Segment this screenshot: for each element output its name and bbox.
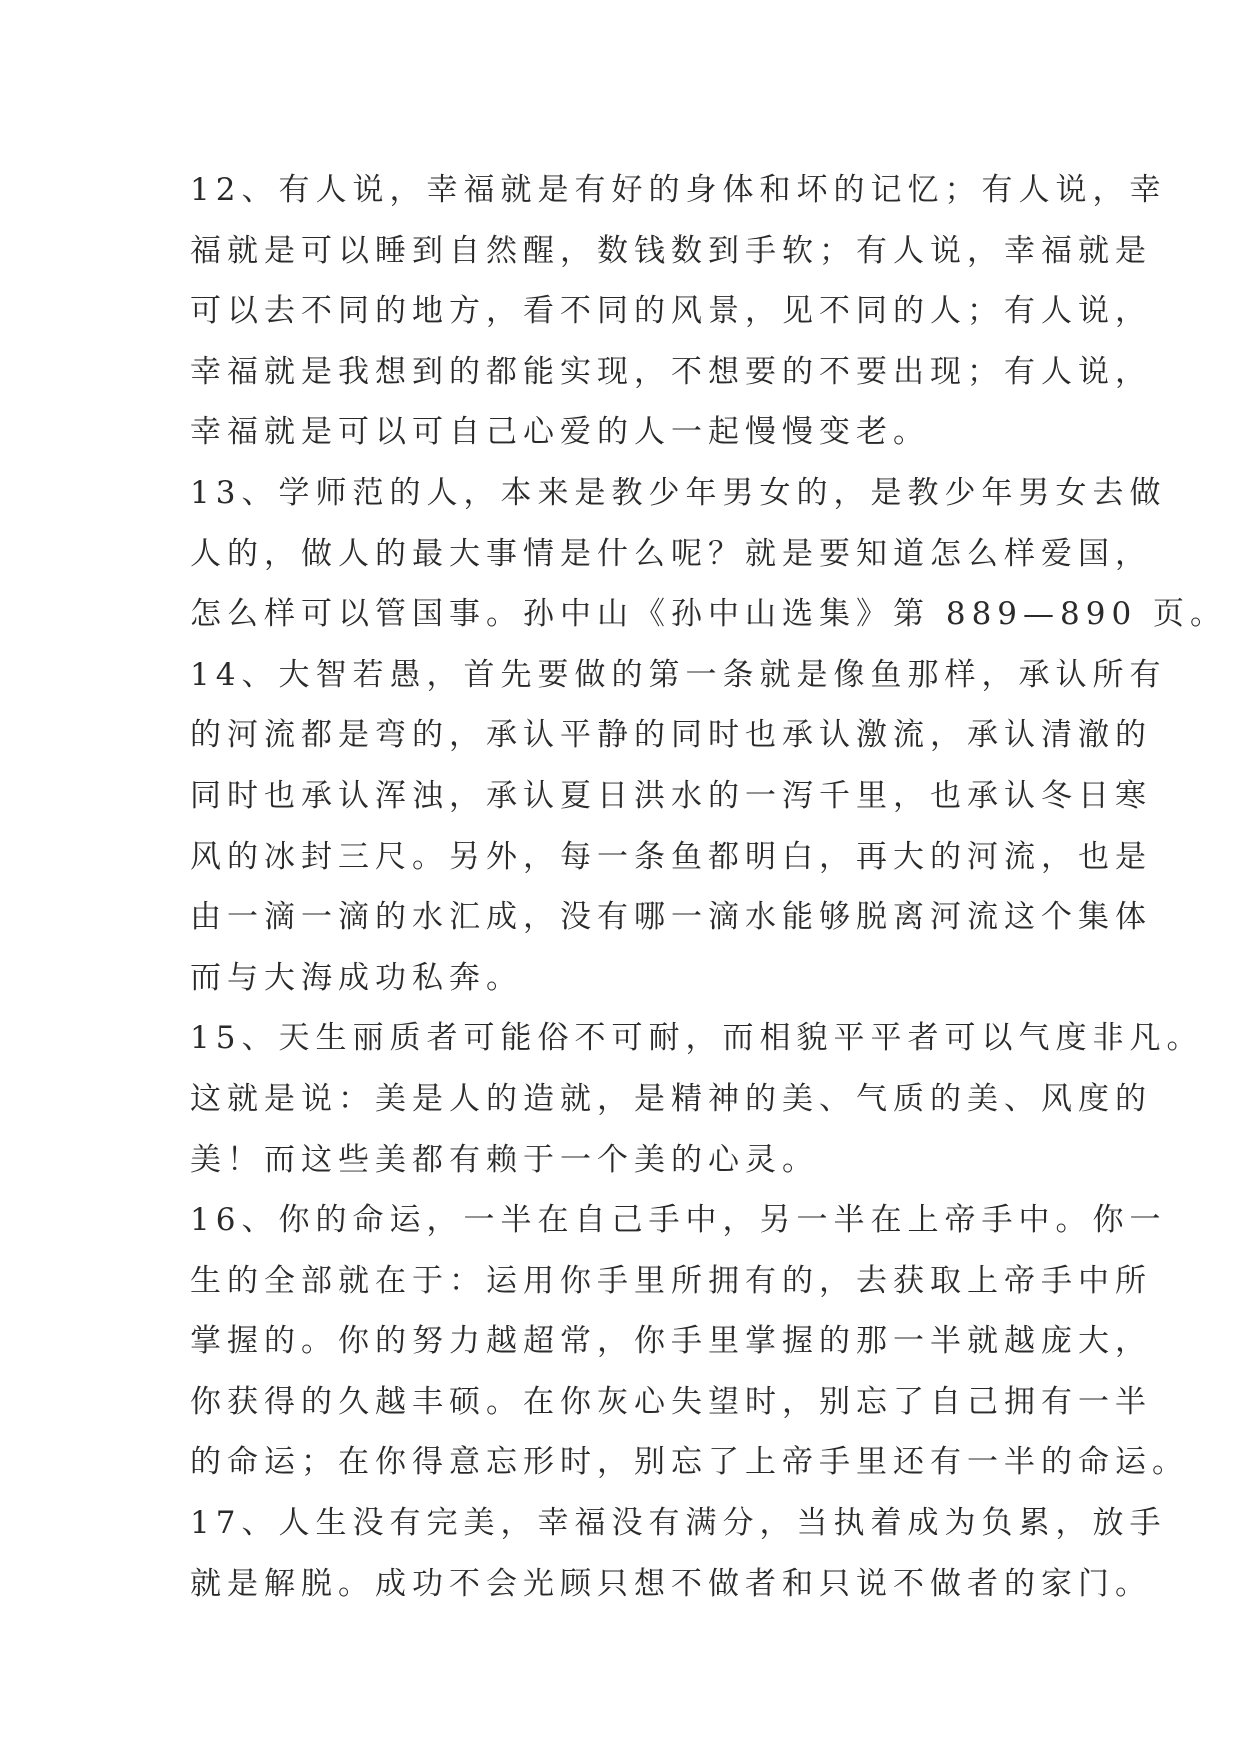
text-line: 人的，做人的最大事情是什么呢？就是要知道怎么样爱国， xyxy=(190,535,1152,572)
text-line: 风的冰封三尺。另外，每一条鱼都明白，再大的河流，也是 xyxy=(190,838,1152,875)
text-line: 13、学师范的人，本来是教少年男女的，是教少年男女去做 xyxy=(190,474,1167,511)
text-line: 幸福就是我想到的都能实现，不想要的不要出现；有人说， xyxy=(190,353,1152,390)
text-line: 掌握的。你的努力越超常，你手里掌握的那一半就越庞大， xyxy=(190,1323,1152,1360)
body-text xyxy=(190,160,1228,1614)
text-line: 怎么样可以管国事。孙中山《孙中山选集》第 889—890 页。 xyxy=(190,596,1228,633)
text-line: 12、有人说，幸福就是有好的身体和坏的记忆；有人说，幸 xyxy=(190,172,1167,208)
text-line: 福就是可以睡到自然醒，数钱数到手软；有人说，幸福就是 xyxy=(190,232,1152,269)
text-line: 幸福就是可以可自己心爱的人一起慢慢变老。 xyxy=(190,414,930,451)
text-line: 15、天生丽质者可能俗不可耐，而相貌平平者可以气度非凡。 xyxy=(190,1020,1204,1057)
text-line: 而与大海成功私奔。 xyxy=(190,959,523,996)
text-line: 生的全部就在于：运用你手里所拥有的，去获取上帝手中所 xyxy=(190,1262,1152,1299)
text-line: 你获得的久越丰硕。在你灰心失望时，别忘了自己拥有一半 xyxy=(190,1383,1152,1420)
text-line: 16、你的命运，一半在自己手中，另一半在上帝手中。你一 xyxy=(190,1202,1167,1239)
text-line: 的命运；在你得意忘形时，别忘了上帝手里还有一半的命运。 xyxy=(190,1444,1189,1481)
text-line: 可以去不同的地方，看不同的风景，见不同的人；有人说， xyxy=(190,293,1152,330)
text-line: 的河流都是弯的，承认平静的同时也承认激流，承认清澈的 xyxy=(190,717,1152,754)
text-line: 就是解脱。成功不会光顾只想不做者和只说不做者的家门。 xyxy=(190,1565,1152,1602)
text-line: 同时也承认浑浊，承认夏日洪水的一泻千里，也承认冬日寒 xyxy=(190,777,1152,814)
text-line: 这就是说：美是人的造就，是精神的美、气质的美、风度的 xyxy=(190,1080,1152,1117)
text-line: 17、人生没有完美，幸福没有满分，当执着成为负累，放手 xyxy=(190,1505,1167,1542)
text-line: 美！而这些美都有赖于一个美的心灵。 xyxy=(190,1141,819,1178)
text-line: 由一滴一滴的水汇成，没有哪一滴水能够脱离河流这个集体 xyxy=(190,899,1152,936)
text-line: 14、大智若愚，首先要做的第一条就是像鱼那样，承认所有 xyxy=(190,656,1167,693)
